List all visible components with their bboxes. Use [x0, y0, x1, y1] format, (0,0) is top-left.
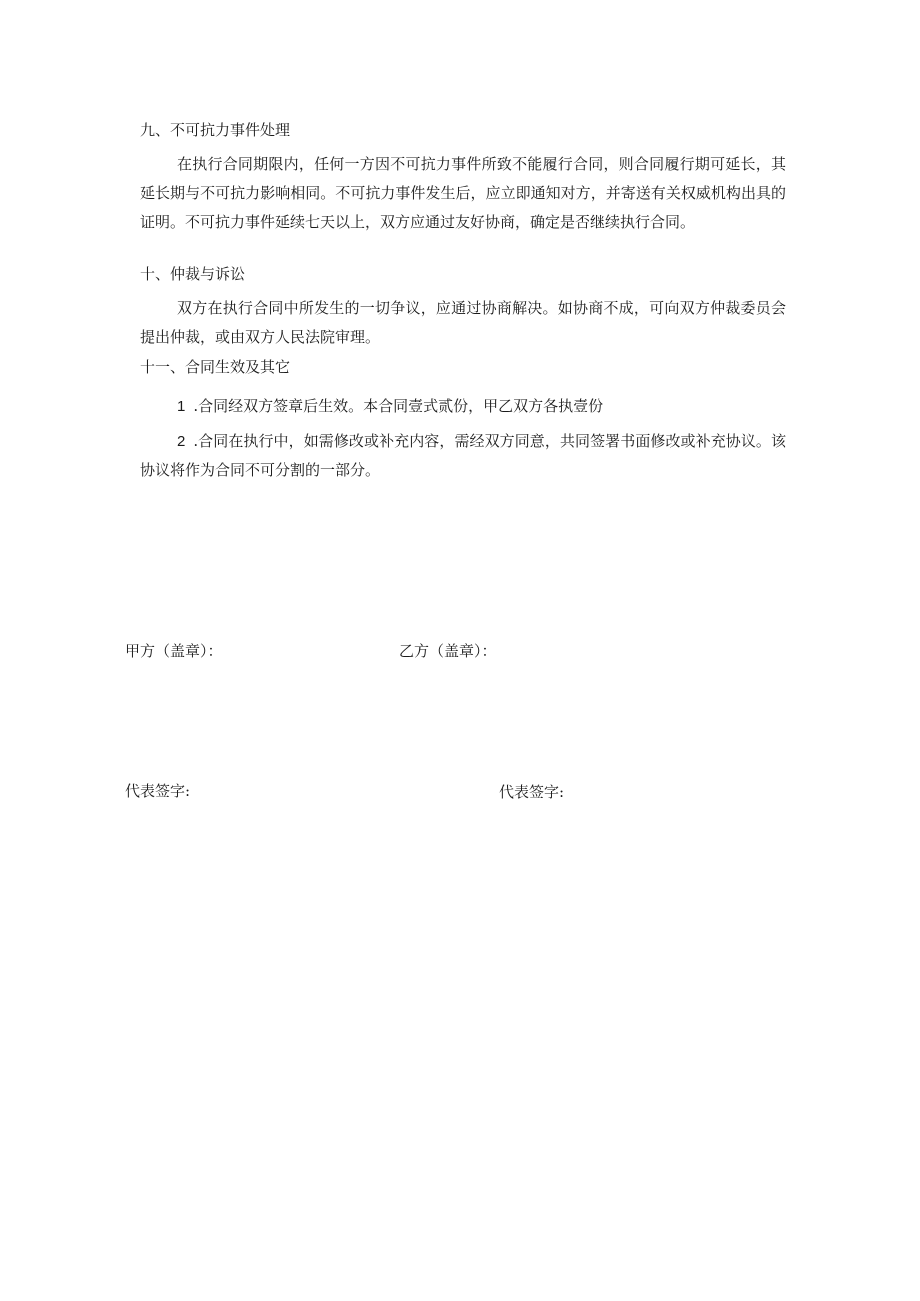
party-b-seal-label: 乙方（盖章）：	[399, 642, 497, 660]
section-11-item-1	[140, 392, 786, 421]
section-11-heading: 十一、合同生效及其它	[140, 358, 291, 376]
section-11-item-2	[140, 427, 786, 485]
item-number: 2	[177, 433, 186, 450]
item-text: .合同在执行中，如需修改或补充内容，需经双方同意，共同签署书面修改或补充协议。该协议将作为合同不可分割的一部分。	[140, 432, 786, 479]
item-text: .合同经双方签章后生效。本合同壹式贰份，甲乙双方各执壹份	[193, 397, 604, 415]
section-10-heading: 十、仲裁与诉讼	[140, 265, 246, 283]
section-10-body: 双方在执行合同中所发生的一切争议，应通过协商解决。如协商不成，可向双方仲裁委员会提出仲裁，或由双方人民法院审理。	[140, 299, 786, 346]
section-9-body: 在执行合同期限内，任何一方因不可抗力事件所致不能履行合同，则合同履行期可延长，其延长期与不可抗力影响相同。不可抗力事件发生后，应立即通知对方，并寄送有关权威机构出具的证明。不可抗力事件延续七天以上，双方应通过友好协商，确定是否继续执行合同。	[140, 155, 786, 231]
party-a-seal-label: 甲方（盖章）：	[125, 642, 223, 660]
section-9-heading: 九、不可抗力事件处理	[140, 121, 291, 139]
party-a-rep-label: 代表签字:	[125, 782, 191, 800]
party-b-rep-label: 代表签字:	[499, 783, 565, 801]
item-number: 1	[177, 398, 186, 415]
